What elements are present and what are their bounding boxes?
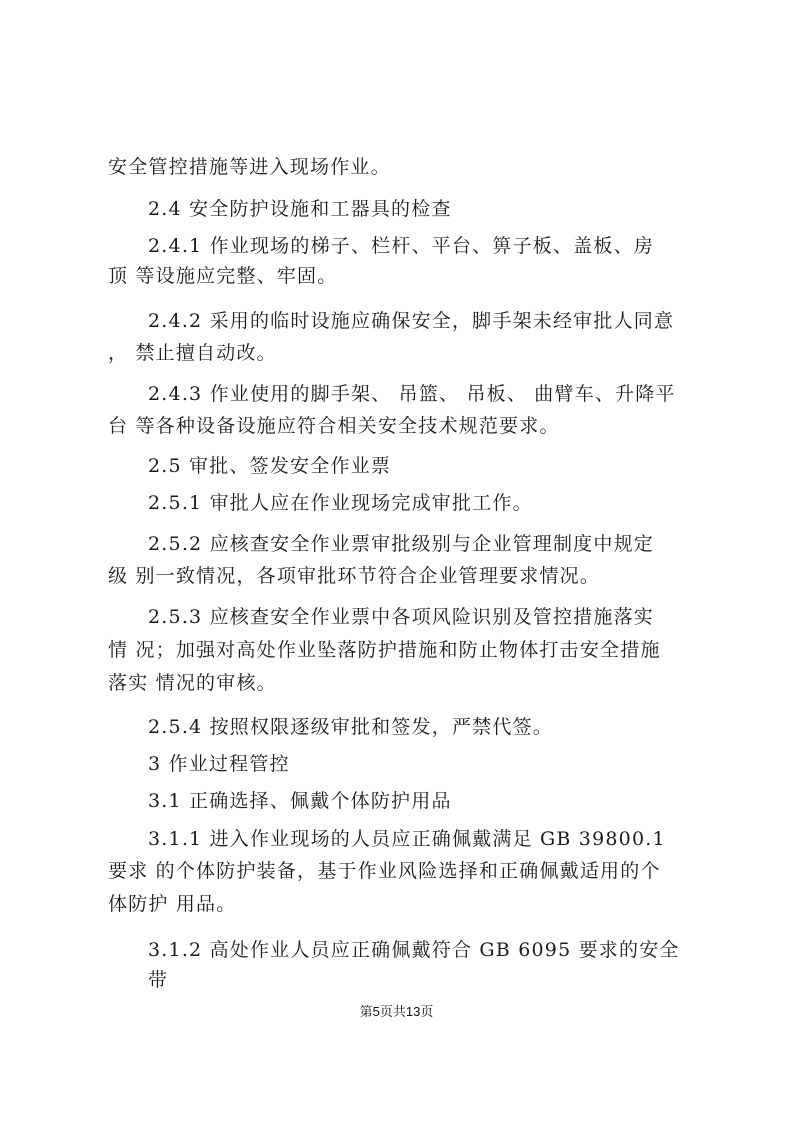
paragraph-line: 2.5.4 按照权限逐级审批和签发，严禁代签。 [148, 716, 553, 738]
paragraph-line: 体防护 用品。 [108, 893, 237, 915]
paragraph-line: 2.5.1 审批人应在作业现场完成审批工作。 [148, 492, 533, 514]
paragraph-line: 2.5.2 应核查安全作业票审批级别与企业管理制度中规定 [148, 533, 654, 555]
section-heading-2-5: 2.5 审批、签发安全作业票 [148, 455, 392, 477]
paragraph-line: 3.1.1 进入作业现场的人员应正确佩戴满足 GB 39800.1 [148, 828, 666, 850]
paragraph-line: 2.4.1 作业现场的梯子、栏杆、平台、箅子板、盖板、房 [148, 235, 654, 257]
section-heading-2-4: 2.4 安全防护设施和工器具的检查 [148, 198, 452, 220]
section-heading-3-1: 3.1 正确选择、佩戴个体防护用品 [148, 790, 452, 812]
paragraph-line: 2.5.3 应核查安全作业票中各项风险识别及管控措施落实 [148, 606, 654, 628]
paragraph-line: 顶 等设施应完整、牢固。 [108, 265, 338, 287]
paragraph-line: 要求 的个体防护装备，基于作业风险选择和正确佩戴适用的个 [108, 860, 661, 882]
paragraph-line: 级 别一致情况，各项审批环节符合企业管理要求情况。 [108, 565, 601, 587]
paragraph-line: 3.1.2 高处作业人员应正确佩戴符合 GB 6095 要求的安全 [148, 939, 680, 961]
page-number-footer: 第5页共13页 [359, 1004, 434, 1019]
section-heading-3: 3 作业过程管控 [148, 753, 290, 775]
paragraph-line: 2.4.2 采用的临时设施应确保安全，脚手架未经审批人同意 [148, 310, 675, 332]
paragraph-line: 2.4.3 作业使用的脚手架、 吊篮、 吊板、 曲臂车、升降平 [148, 383, 676, 405]
paragraph-line: 带 [148, 969, 169, 991]
paragraph-line: 落实 情况的审核。 [108, 672, 277, 694]
paragraph-line: ， 禁止擅自动改。 [108, 342, 277, 364]
paragraph-line: 情 况；加强对高处作业坠落防护措施和防止物体打击安全措施 [108, 639, 661, 661]
paragraph-line: 安全管控措施等进入现场作业。 [108, 156, 391, 178]
paragraph-line: 台 等各种设备设施应符合相关安全技术规范要求。 [108, 415, 560, 437]
